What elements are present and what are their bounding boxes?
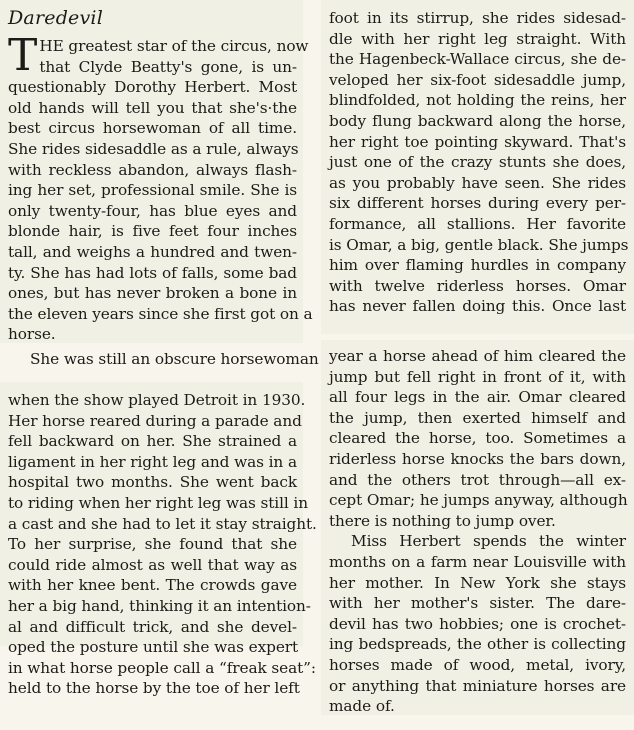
text-line: could ride almost as well that way as xyxy=(8,555,297,574)
article-title: Daredevil xyxy=(8,7,103,29)
text-line: the eleven years since she first got on a xyxy=(8,304,313,323)
text-line: has never fallen doing this. Once last xyxy=(329,297,626,316)
text-line: Miss Herbert spends the winter xyxy=(351,532,626,551)
text-line: horse. xyxy=(8,325,56,344)
text-line: ing bedspreads, the other is collecting xyxy=(329,635,626,654)
text-line: body flung backward along the horse, xyxy=(329,111,626,130)
text-line: riderless horse knocks the bars down, xyxy=(329,449,626,468)
text-line: jump but fell right in front of it, with xyxy=(329,367,626,386)
text-line: just one of the crazy stunts she does, xyxy=(329,153,626,172)
text-line: formance, all stallions. Her favorite xyxy=(329,214,626,233)
text-line: horses made of wood, metal, ivory, xyxy=(329,655,626,674)
text-line: year a horse ahead of him cleared the xyxy=(329,347,626,365)
text-line: old hands will tell you that she's·the xyxy=(8,98,297,117)
text-line: questionably Dorothy Herbert. Most xyxy=(8,78,297,97)
clip-3-body xyxy=(0,382,317,698)
text-line: her a big hand, thinking it an intention- xyxy=(8,596,311,615)
text-line: She rides sidesaddle as a rule, always xyxy=(8,139,299,158)
text-line: with twelve riderless horses. Omar xyxy=(329,276,626,295)
text-line: and the others trot through—all ex- xyxy=(329,470,626,489)
clip-1-intro xyxy=(0,0,319,371)
text-line: tall, and weighs a hundred and twen- xyxy=(8,242,297,261)
drop-cap: T xyxy=(8,30,38,81)
text-line: with reckless abandon, always flash- xyxy=(8,160,297,179)
text-line: months on a farm near Louisville with xyxy=(329,552,626,571)
text-line: to riding when her right leg was still in xyxy=(8,493,308,512)
clip-5-body xyxy=(321,340,634,715)
text-line: veloped her six-foot sidesaddle jump, xyxy=(329,70,626,89)
text-line: She was still an obscure horsewoman xyxy=(30,350,319,368)
text-line: ing her set, professional smile. She is xyxy=(8,181,297,200)
text-line: a cast and she had to let it stay straight. xyxy=(8,514,317,533)
text-line: cept Omar; he jumps anyway, although xyxy=(329,491,628,510)
clip-4-body xyxy=(321,0,634,334)
text-line: devil has two hobbies; one is crochet- xyxy=(329,614,626,633)
text-line: al and difficult trick, and she devel- xyxy=(8,617,297,636)
drop-cap-block xyxy=(8,30,309,81)
text-line: ones, but has never broken a bone in xyxy=(8,284,297,303)
text-line: with her knee bent. The crowds gave xyxy=(8,576,297,595)
text-line: foot in its stirrup, she rides sidesad- xyxy=(329,9,626,27)
text-line: Her horse reared during a parade and xyxy=(8,411,302,430)
text-line: blindfolded, not holding the reins, her xyxy=(329,91,626,110)
text-line: there is nothing to jump over. xyxy=(329,511,556,530)
clip-2-fragment xyxy=(0,343,319,375)
text-line: ty. She has had lots of falls, some bad xyxy=(8,263,297,282)
text-line: or anything that miniature horses are xyxy=(329,676,626,695)
text-line: oped the posture until she was expert xyxy=(8,638,299,657)
text-line: as you probably have seen. She rides xyxy=(329,173,626,192)
text-line: best circus horsewoman of all time. xyxy=(8,119,297,138)
text-line: only twenty-four, has blue eyes and xyxy=(8,201,297,220)
text-line: ligament in her right leg and was in a xyxy=(8,452,297,471)
text-line: held to the horse by the toe of her left xyxy=(8,679,300,698)
text-line: him over flaming hurdles in company xyxy=(329,256,626,275)
text-line: blonde hair, is five feet four inches xyxy=(8,222,297,241)
text-line: HE greatest star of the circus, now xyxy=(39,37,309,55)
text-line: her mother. In New York she stays xyxy=(329,573,626,592)
text-line: when the show played Detroit in 1930. xyxy=(8,391,306,409)
text-line: To her surprise, she found that she xyxy=(8,535,297,554)
text-line: all four legs in the air. Omar cleared xyxy=(329,388,626,407)
text-line: cleared the horse, too. Sometimes a xyxy=(329,429,626,448)
text-line: in what horse people call a “freak seat”: xyxy=(8,658,316,677)
text-line: that Clyde Beatty's gone, is un- xyxy=(39,57,297,76)
text-line: the jump, then exerted himself and xyxy=(329,408,626,427)
text-line: the Hagenbeck-Wallace circus, she de- xyxy=(329,50,626,69)
text-line: six different horses during every per- xyxy=(329,194,626,213)
text-line: is Omar, a big, gentle black. She jumps xyxy=(329,235,629,254)
text-line: dle with her right leg straight. With xyxy=(329,29,626,48)
text-line: hospital two months. She went back xyxy=(8,473,297,492)
text-line: with her mother's sister. The dare- xyxy=(329,594,626,613)
text-line: made of. xyxy=(329,697,395,716)
text-line: her right toe pointing skyward. That's xyxy=(329,132,626,151)
text-line: fell backward on her. She strained a xyxy=(8,432,297,451)
